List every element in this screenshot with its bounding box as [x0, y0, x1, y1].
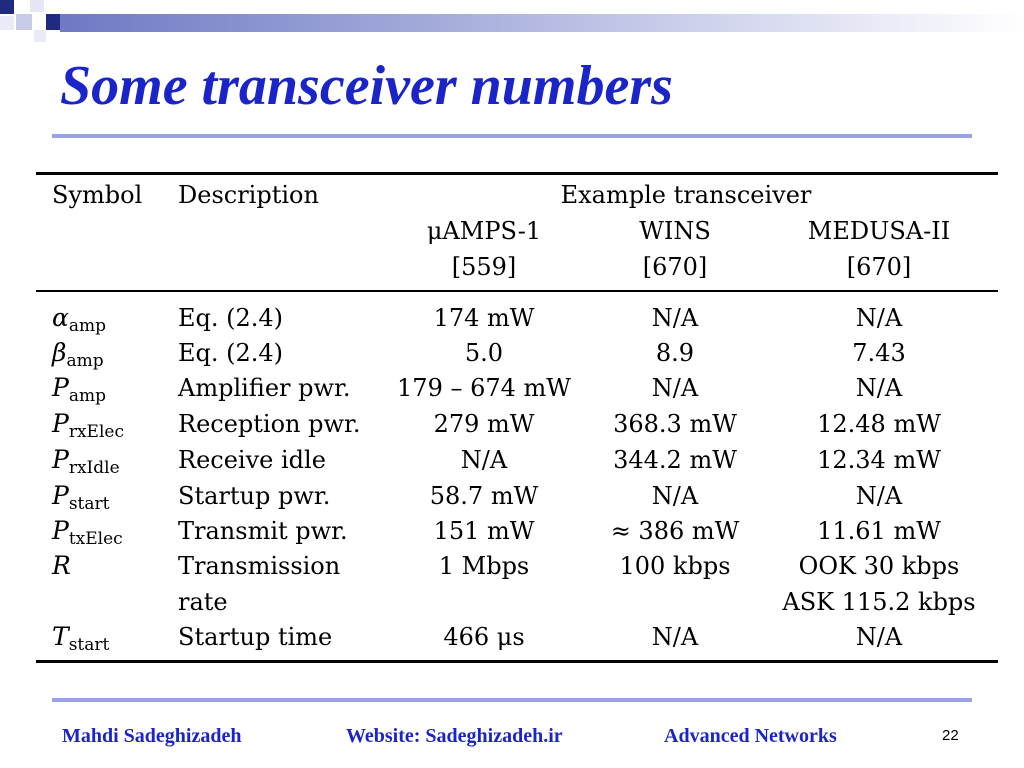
header-model-ref: [559]: [451, 253, 517, 281]
row-description: Transmission: [178, 552, 341, 580]
decor-square: [16, 14, 32, 30]
row-description: Eq. (2.4): [178, 339, 284, 367]
table-header-rule: [36, 290, 998, 292]
row-value-medusa: N/A: [855, 482, 903, 510]
row-value-wins: 100 kbps: [619, 552, 731, 580]
footer-course: Advanced Networks: [664, 725, 837, 747]
row-value-uamps: 174 mW: [433, 304, 535, 332]
row-value-medusa: N/A: [855, 374, 903, 402]
row-value-medusa: ASK 115.2 kbps: [782, 588, 976, 616]
table-top-rule: [36, 172, 998, 175]
row-description: Eq. (2.4): [178, 304, 284, 332]
header-symbol: Symbol: [52, 181, 143, 209]
row-value-uamps: 151 mW: [433, 517, 535, 545]
row-symbol: $\alpha_{amp}$: [52, 303, 107, 336]
row-symbol: R: [52, 551, 71, 580]
row-value-wins: 368.3 mW: [613, 410, 737, 438]
row-symbol: $T_{start}$: [52, 622, 110, 655]
header-description: Description: [178, 181, 319, 209]
header-model-name: WINS: [639, 217, 711, 245]
row-value-medusa: N/A: [855, 304, 903, 332]
footer-divider: [52, 698, 972, 702]
row-value-medusa: N/A: [855, 623, 903, 651]
row-value-uamps: 5.0: [464, 339, 504, 367]
header-model-ref: [670]: [846, 253, 912, 281]
row-description: Transmit pwr.: [178, 517, 348, 545]
row-value-uamps: N/A: [460, 446, 508, 474]
row-symbol: $P_{start}$: [52, 481, 110, 514]
row-value-uamps: 179 – 674 mW: [397, 374, 571, 402]
header-gradient-band: [60, 14, 1024, 32]
row-description: rate: [178, 588, 228, 616]
row-description: Amplifier pwr.: [178, 374, 351, 402]
row-description: Startup time: [178, 623, 333, 651]
row-symbol: $\beta_{amp}$: [52, 338, 104, 371]
decor-square: [34, 30, 46, 42]
decor-square: [30, 0, 44, 12]
header-model-name: MEDUSA-II: [807, 217, 951, 245]
row-value-medusa: 11.61 mW: [817, 517, 941, 545]
row-description: Reception pwr.: [178, 410, 361, 438]
row-description: Receive idle: [178, 446, 326, 474]
row-value-uamps: 466 μs: [443, 623, 525, 651]
header-example-transceiver: Example transceiver: [560, 181, 812, 209]
row-value-uamps: 1 Mbps: [438, 552, 530, 580]
footer-website: Website: Sadeghizadeh.ir: [346, 725, 563, 747]
header-model-ref: [670]: [642, 253, 708, 281]
row-value-wins: 344.2 mW: [613, 446, 737, 474]
row-value-uamps: 279 mW: [433, 410, 535, 438]
row-symbol: $P_{rxElec}$: [52, 409, 124, 442]
row-symbol: $P_{rxIdle}$: [52, 445, 120, 478]
row-symbol: $P_{amp}$: [52, 373, 106, 406]
title-divider: [52, 134, 972, 138]
row-value-wins: N/A: [651, 482, 699, 510]
decor-square: [46, 14, 60, 30]
row-value-wins: 8.9: [655, 339, 695, 367]
footer-author: Mahdi Sadeghizadeh: [62, 725, 242, 747]
row-value-medusa: 7.43: [852, 339, 906, 367]
row-value-wins: ≈ 386 mW: [610, 517, 740, 545]
row-value-wins: N/A: [651, 374, 699, 402]
row-value-medusa: 12.34 mW: [817, 446, 941, 474]
row-value-medusa: 12.48 mW: [817, 410, 941, 438]
row-description: Startup pwr.: [178, 482, 331, 510]
decor-square: [0, 16, 14, 30]
table-bottom-rule: [36, 660, 998, 663]
row-value-uamps: 58.7 mW: [429, 482, 539, 510]
slide-title: Some transceiver numbers: [60, 55, 673, 117]
page-number: 22: [942, 727, 959, 744]
row-value-wins: N/A: [651, 304, 699, 332]
decor-square: [0, 0, 14, 14]
row-symbol: $P_{txElec}$: [52, 516, 123, 549]
header-model-name: μAMPS-1: [426, 217, 542, 245]
row-value-wins: N/A: [651, 623, 699, 651]
row-value-medusa: OOK 30 kbps: [798, 552, 960, 580]
